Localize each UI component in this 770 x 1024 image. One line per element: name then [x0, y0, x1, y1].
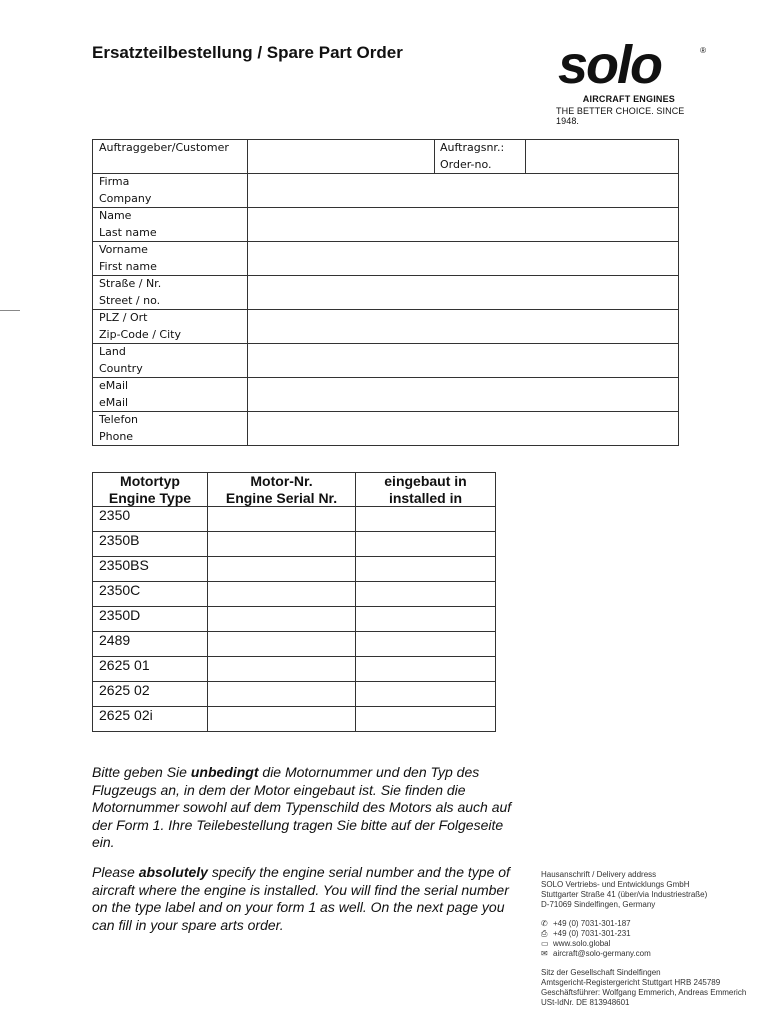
installed-in-input[interactable]: [356, 532, 496, 557]
customer-row: [93, 174, 679, 208]
engine-serial-input[interactable]: [208, 507, 356, 532]
customer-field-label: [93, 174, 248, 208]
engine-type-cell: 2350D: [93, 607, 208, 632]
customer-header-row: [93, 140, 679, 174]
customer-row: [93, 276, 679, 310]
footer-legal-line: Geschäftsführer: Wolfgang Emmerich, Andreas Emmerich: [541, 988, 747, 997]
fax-number: +49 (0) 7031-301-231: [553, 929, 631, 938]
website-link[interactable]: www.solo.global: [553, 939, 611, 948]
customer-field-label-de: Firma: [99, 175, 130, 188]
engine-type-cell: 2625 01: [93, 657, 208, 682]
installed-in-input[interactable]: [356, 507, 496, 532]
customer-header-label: Auftraggeber/Customer: [93, 140, 248, 174]
mail-icon: ✉: [541, 949, 548, 958]
customer-row: [93, 310, 679, 344]
engine-serial-input[interactable]: [208, 557, 356, 582]
customer-field-label: [93, 208, 248, 242]
engine-serial-input[interactable]: [208, 657, 356, 682]
customer-field-label: [93, 378, 248, 412]
footer-address-line: D-71069 Sindelfingen, Germany: [541, 900, 656, 909]
installed-in-input[interactable]: [356, 607, 496, 632]
instructions-de-pre: Bitte geben Sie: [92, 764, 191, 780]
logo-wordmark: solo: [558, 35, 662, 95]
customer-header-field[interactable]: [248, 140, 435, 174]
customer-row: [93, 378, 679, 412]
instructions-en-pre: Please: [92, 864, 139, 880]
order-no-field[interactable]: [526, 140, 679, 174]
customer-field-label-en: First name: [99, 259, 157, 273]
instructions-de-post: die Motornummer und den Typ des Flugzeugs an, in dem der Motor eingebaut ist. Sie finden die Motornummer sowohl auf dem Typenschild des Motors als auch auf der Form 1. Ihre Teilebestellung tragen Sie bitte auf der Folgeseite ein.: [92, 764, 512, 850]
customer-field-label-de: Vorname: [99, 243, 148, 256]
footer-contact-phone: [541, 919, 651, 929]
footer-contact-fax: [541, 929, 651, 939]
footer-legal-line: USt-IdNr. DE 813948601: [541, 998, 630, 1007]
installed-in-input[interactable]: [356, 657, 496, 682]
engine-row: [93, 707, 496, 732]
customer-field-label-en: Phone: [99, 429, 134, 443]
customer-field-label-de: Name: [99, 209, 132, 222]
engine-serial-input[interactable]: [208, 607, 356, 632]
customer-field-label: [93, 412, 248, 446]
customer-field-label-en: Street / no.: [99, 293, 161, 307]
footer-legal-line: Amtsgericht-Registergericht Stuttgart HRB 245789: [541, 978, 721, 987]
engine-type-header-de: Motortyp: [120, 473, 180, 489]
installed-in-header: [356, 473, 496, 507]
engine-serial-header: [208, 473, 356, 507]
engine-row: [93, 532, 496, 557]
order-no-label: [435, 140, 526, 174]
logo-registered-mark: ®: [700, 46, 706, 55]
footer-contact-mail: [541, 949, 651, 959]
instructions-de-bold: unbedingt: [190, 764, 259, 780]
customer-field-label: [93, 276, 248, 310]
customer-table: [92, 139, 679, 446]
customer-field-input[interactable]: [248, 242, 679, 276]
customer-field-input[interactable]: [248, 344, 679, 378]
customer-field-label-en: eMail: [99, 395, 129, 409]
installed-in-input[interactable]: [356, 707, 496, 732]
engine-serial-input[interactable]: [208, 582, 356, 607]
engine-type-header: [93, 473, 208, 507]
engine-row: [93, 507, 496, 532]
customer-field-label-de: Straße / Nr.: [99, 277, 162, 290]
customer-field-label-en: Zip-Code / City: [99, 327, 181, 341]
engine-table: [92, 472, 496, 732]
email-link[interactable]: aircraft@solo-germany.com: [553, 949, 651, 958]
footer-address-line: SOLO Vertriebs- und Entwicklungs GmbH: [541, 880, 690, 889]
customer-field-input[interactable]: [248, 310, 679, 344]
customer-field-input[interactable]: [248, 174, 679, 208]
installed-in-input[interactable]: [356, 682, 496, 707]
instructions-en-post: specify the engine serial number and the type of aircraft where the engine is installed. You will find the serial number on the type label and on your form 1 as well. On the next page you can fill in your spare arts order.: [92, 864, 510, 933]
logo-line-2: THE BETTER CHOICE. SINCE 1948.: [556, 106, 685, 126]
engine-serial-header-en: Engine Serial Nr.: [225, 489, 338, 506]
customer-field-label-en: Country: [99, 361, 143, 375]
engine-type-cell: 2350B: [93, 532, 208, 557]
page-title: Ersatzteilbestellung / Spare Part Order: [92, 43, 403, 62]
installed-in-input[interactable]: [356, 632, 496, 657]
engine-header-row: [93, 473, 496, 507]
engine-type-cell: 2350BS: [93, 557, 208, 582]
customer-field-label-de: PLZ / Ort: [99, 311, 148, 324]
engine-type-cell: 2350C: [93, 582, 208, 607]
customer-field-input[interactable]: [248, 412, 679, 446]
customer-field-label-en: Last name: [99, 225, 157, 239]
engine-row: [93, 632, 496, 657]
logo-line-1: AIRCRAFT ENGINES: [582, 94, 675, 104]
customer-row: [93, 242, 679, 276]
engine-serial-header-de: Motor-Nr.: [250, 473, 313, 489]
customer-field-label-de: eMail: [99, 379, 129, 392]
fax-icon: ⎙: [541, 929, 548, 938]
customer-field-input[interactable]: [248, 208, 679, 242]
order-no-label-en: Order-no.: [440, 157, 492, 171]
engine-type-header-en: Engine Type: [108, 489, 192, 506]
customer-field-label: [93, 344, 248, 378]
engine-row: [93, 557, 496, 582]
customer-row: [93, 208, 679, 242]
footer-address-line: Hausanschrift / Delivery address: [541, 870, 657, 879]
order-no-label-de: Auftragsnr.:: [440, 141, 505, 154]
engine-serial-input[interactable]: [208, 532, 356, 557]
engine-type-cell: 2350: [93, 507, 208, 532]
installed-in-header-de: eingebaut in: [384, 473, 467, 489]
installed-in-header-en: installed in: [388, 489, 463, 506]
installed-in-input[interactable]: [356, 582, 496, 607]
phone-number: +49 (0) 7031-301-187: [553, 919, 631, 928]
customer-field-label: [93, 310, 248, 344]
instructions-de: [92, 764, 512, 852]
engine-row: [93, 657, 496, 682]
engine-row: [93, 582, 496, 607]
engine-serial-input[interactable]: [208, 707, 356, 732]
customer-field-input[interactable]: [248, 378, 679, 412]
customer-row: [93, 344, 679, 378]
footer-contact-web: [541, 939, 651, 949]
engine-serial-input[interactable]: [208, 682, 356, 707]
footer-legal: [541, 968, 746, 1008]
engine-type-cell: 2489: [93, 632, 208, 657]
customer-field-label-de: Telefon: [99, 413, 139, 426]
instructions-en: [92, 864, 512, 934]
margin-mark: [0, 310, 20, 311]
engine-serial-input[interactable]: [208, 632, 356, 657]
footer-legal-line: Sitz der Gesellschaft Sindelfingen: [541, 968, 661, 977]
engine-type-cell: 2625 02: [93, 682, 208, 707]
customer-field-input[interactable]: [248, 276, 679, 310]
footer-address: [541, 870, 707, 910]
engine-row: [93, 607, 496, 632]
engine-type-cell: 2625 02i: [93, 707, 208, 732]
footer-contacts: [541, 919, 651, 959]
customer-field-label-en: Company: [99, 191, 152, 205]
solo-logo: [556, 35, 706, 126]
instructions-en-bold: absolutely: [138, 864, 208, 880]
customer-field-label: [93, 242, 248, 276]
web-icon: ▭: [541, 939, 549, 948]
customer-row: [93, 412, 679, 446]
customer-field-label-de: Land: [99, 345, 126, 358]
footer-address-line: Stuttgarter Straße 41 (über/via Industriestraße): [541, 890, 708, 899]
installed-in-input[interactable]: [356, 557, 496, 582]
phone-icon: ✆: [541, 919, 548, 928]
engine-row: [93, 682, 496, 707]
